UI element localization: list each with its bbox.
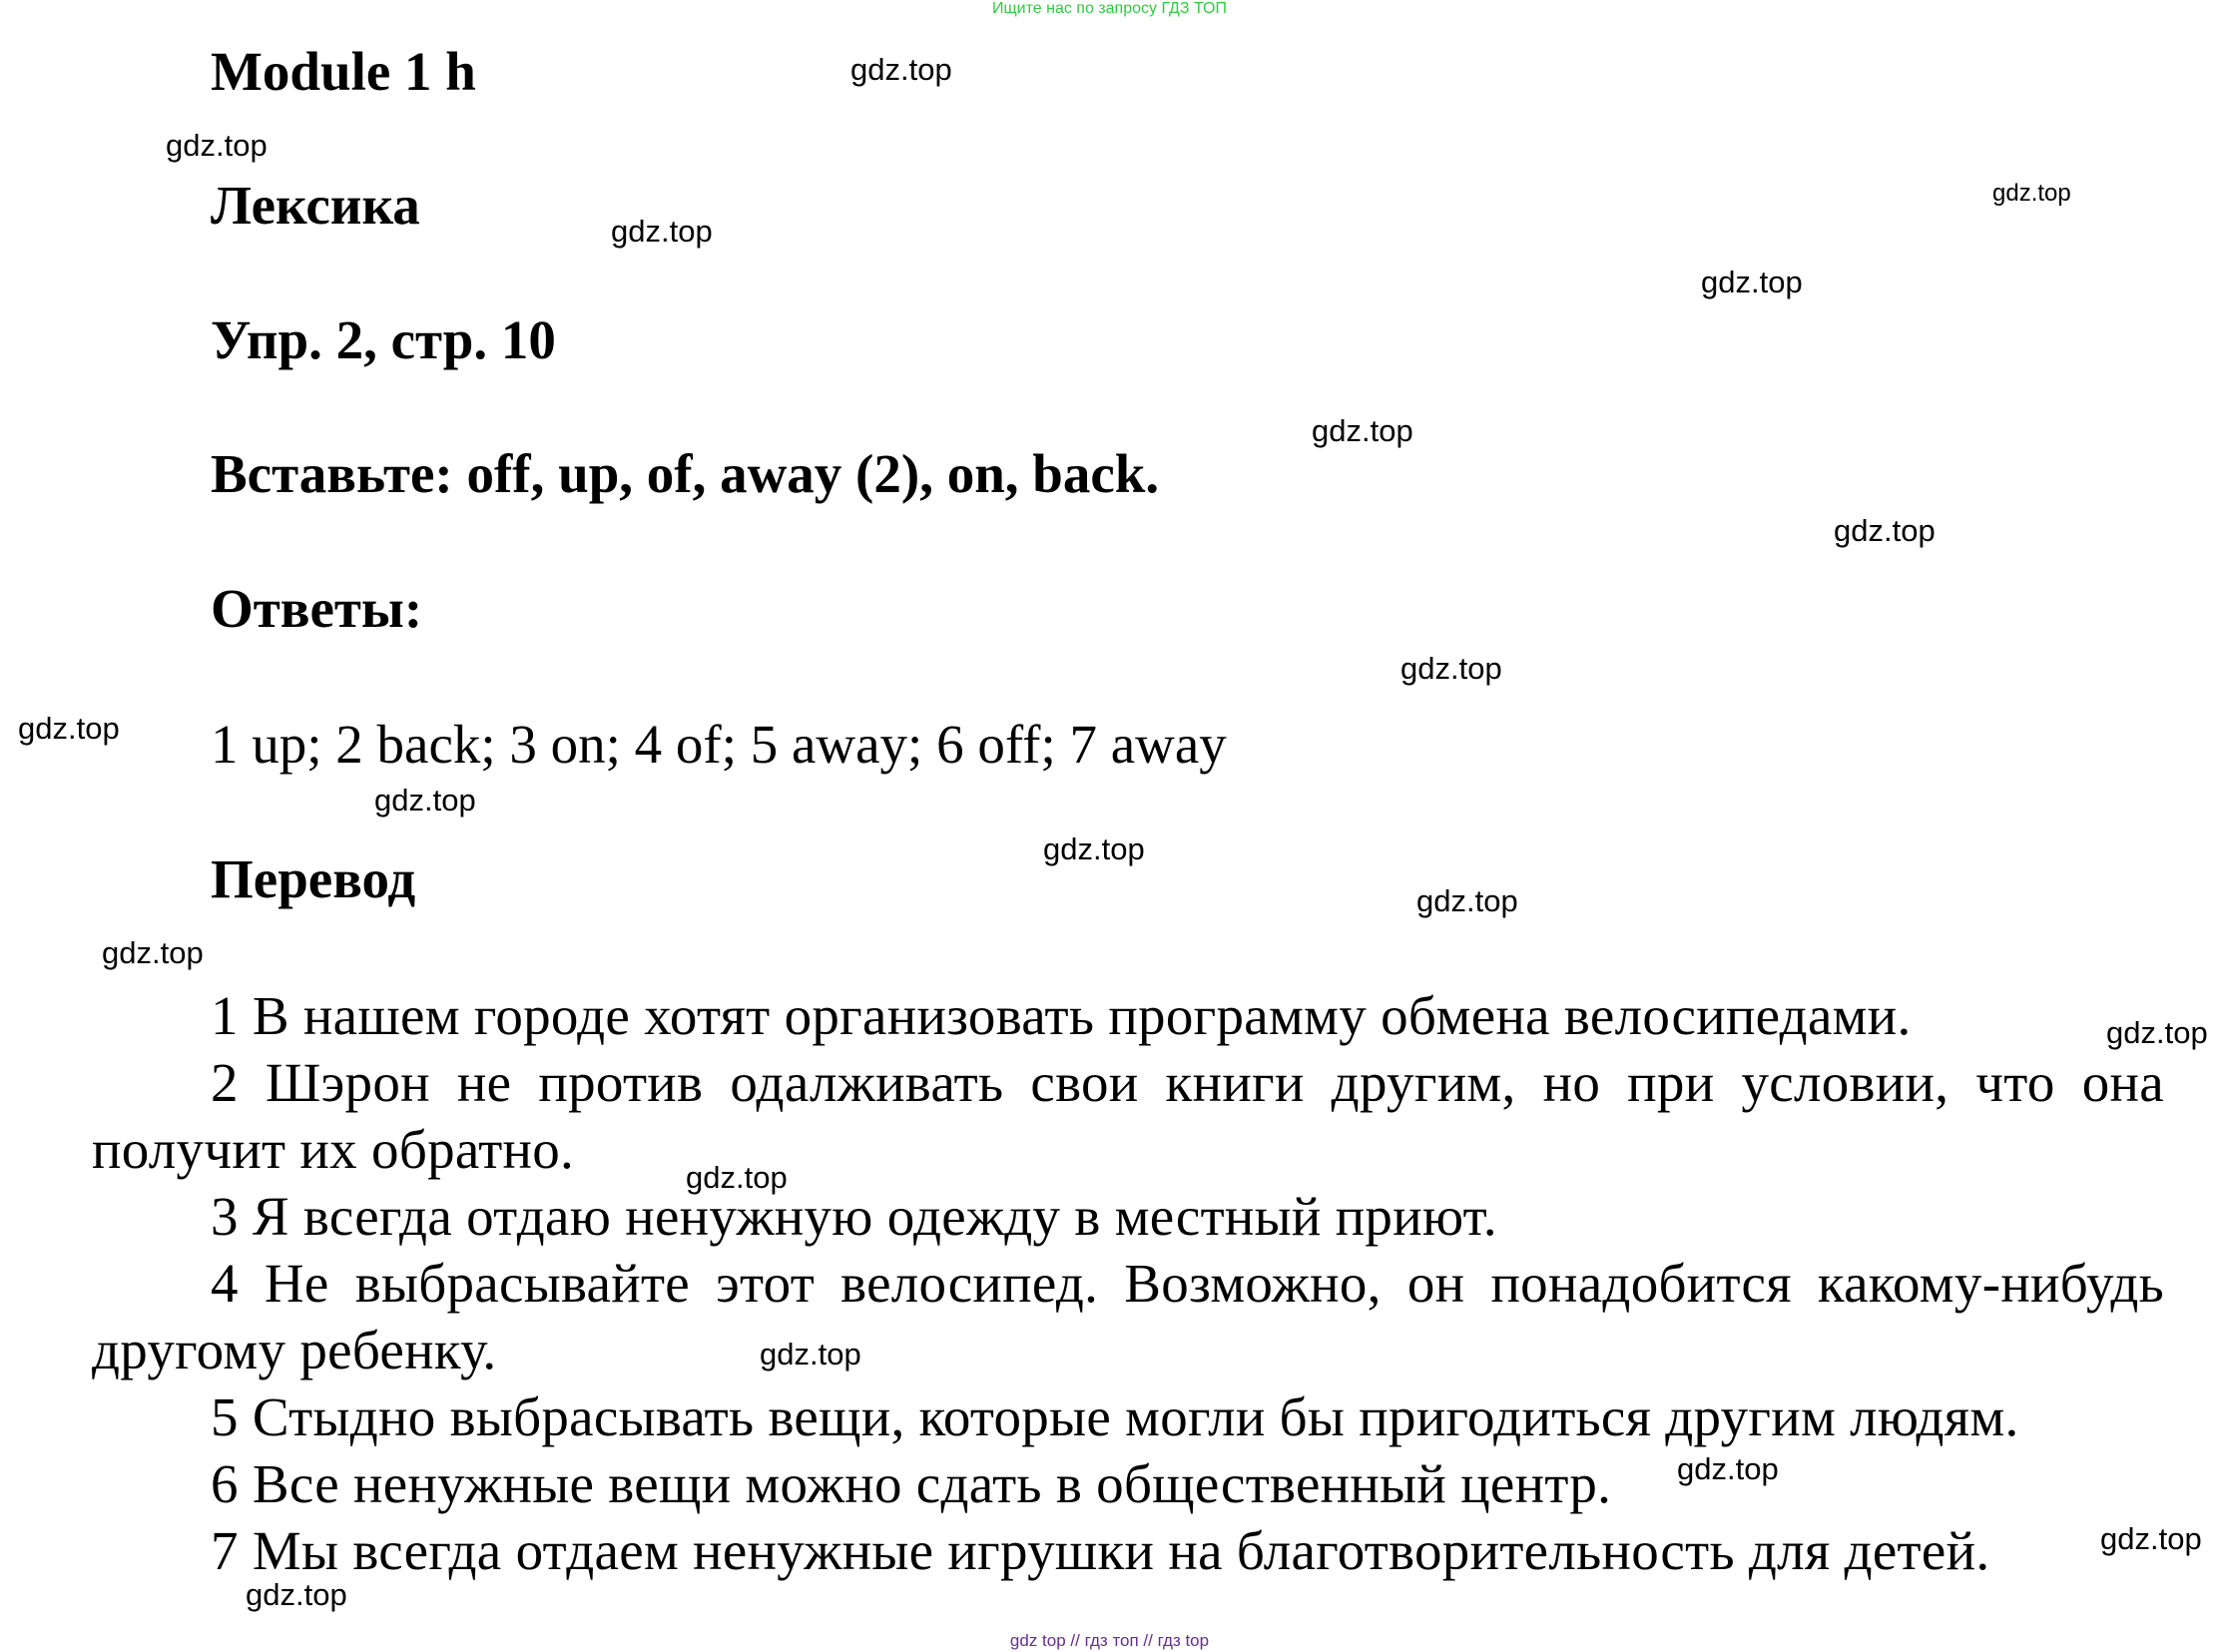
- watermark: gdz.top: [1416, 883, 1518, 918]
- watermark: gdz.top: [686, 1160, 788, 1195]
- task-text: Вставьте: off, up, of, away (2), on, back.: [211, 443, 1160, 504]
- translation-line-1: 1 В нашем городе хотят организовать программу обмена велосипедами.: [211, 985, 1912, 1046]
- translation-line-4: 4 Не выбрасывайте этот велосипед. Возможно, он понадобится какому-нибудь другому ребенку.: [92, 1253, 2164, 1380]
- top-banner: Ищите нас по запросу ГДЗ ТОП: [992, 0, 1227, 17]
- watermark: gdz.top: [1312, 413, 1413, 448]
- translation-line-3: 3 Я всегда отдаю ненужную одежду в местный приют.: [211, 1186, 1497, 1247]
- translation-line-2: 2 Шэрон не против одалживать свои книги другим, но при условии, что она получит их обратно.: [92, 1052, 2164, 1180]
- watermark: gdz.top: [1677, 1451, 1779, 1486]
- watermark: gdz.top: [1043, 831, 1145, 866]
- watermark: gdz.top: [850, 52, 952, 87]
- watermark: gdz.top: [760, 1337, 861, 1372]
- answers-heading: Ответы:: [211, 578, 423, 639]
- section-title: Лексика: [211, 175, 420, 236]
- watermark: gdz.top: [1992, 180, 2071, 207]
- translation-block: [92, 982, 2164, 1584]
- translation-line-5: 5 Стыдно выбрасывать вещи, которые могли бы пригодиться другим людям.: [211, 1386, 2019, 1447]
- answers-text: 1 up; 2 back; 3 on; 4 of; 5 away; 6 off; 7 away: [211, 714, 1227, 775]
- watermark: gdz.top: [102, 935, 204, 970]
- watermark: gdz.top: [2106, 1015, 2208, 1050]
- watermark: gdz.top: [18, 711, 120, 746]
- watermark: gdz.top: [246, 1577, 347, 1612]
- module-title: Module 1 h: [211, 41, 476, 102]
- watermark: gdz.top: [374, 783, 476, 818]
- watermark: gdz.top: [1701, 265, 1803, 299]
- watermark: gdz.top: [2100, 1521, 2202, 1556]
- watermark: gdz.top: [166, 128, 268, 163]
- bottom-banner: gdz top // гдз топ // гдз top: [1009, 1631, 1210, 1650]
- translation-heading: Перевод: [211, 848, 416, 909]
- translation-line-7: 7 Мы всегда отдаем ненужные игрушки на благотворительность для детей.: [211, 1520, 1990, 1581]
- watermark: gdz.top: [1834, 513, 1936, 548]
- watermark: gdz.top: [611, 214, 713, 249]
- translation-line-6: 6 Все ненужные вещи можно сдать в общественный центр.: [211, 1453, 1612, 1514]
- exercise-title: Упр. 2, стр. 10: [211, 309, 556, 370]
- watermark: gdz.top: [1400, 651, 1502, 686]
